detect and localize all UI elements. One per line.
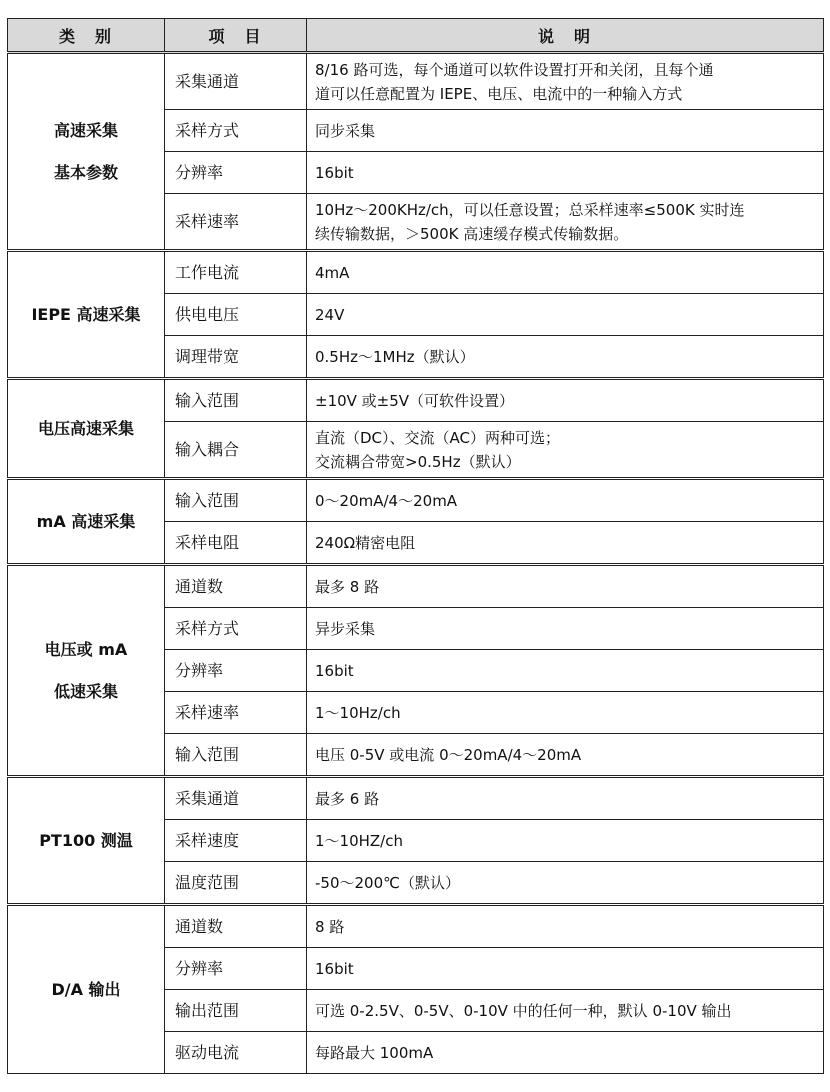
category-cell — [8, 479, 165, 565]
item-cell: 采样方式 — [165, 110, 307, 152]
item-cell: 分辨率 — [165, 650, 307, 692]
category-cell — [8, 905, 165, 1074]
table-row — [8, 905, 824, 948]
desc-cell — [307, 422, 824, 479]
category-cell — [8, 565, 165, 777]
spec-page — [7, 18, 823, 1092]
desc-line: 每路最大 100mA — [315, 1043, 434, 1062]
item-cell: 采样速率 — [165, 692, 307, 734]
desc-line: 1～10HZ/ch — [315, 831, 403, 850]
desc-line: 直流（DC）、交流（AC）两种可选； — [315, 428, 560, 447]
desc-cell — [307, 734, 824, 777]
desc-cell — [307, 251, 824, 294]
desc-line: 0.5Hz～1MHz（默认） — [315, 347, 475, 366]
desc-cell — [307, 1032, 824, 1074]
item-cell: 分辨率 — [165, 152, 307, 194]
category-cell — [8, 251, 165, 379]
item-cell: 调理带宽 — [165, 336, 307, 379]
desc-cell — [307, 565, 824, 608]
desc-line: 240Ω精密电阻 — [315, 533, 416, 552]
desc-line: 16bit — [315, 661, 354, 680]
table-row — [8, 479, 824, 522]
desc-line: 最多 8 路 — [315, 577, 380, 596]
item-cell: 工作电流 — [165, 251, 307, 294]
item-cell: 采样电阻 — [165, 522, 307, 565]
desc-line: ±10V 或±5V（可软件设置） — [315, 391, 515, 410]
desc-line: 10Hz～200KHz/ch，可以任意设置；总采样速率≤500K 实时连 — [315, 200, 745, 219]
category-label: IEPE 高速采集 — [31, 304, 141, 324]
desc-cell — [307, 379, 824, 422]
table-row — [8, 251, 824, 294]
desc-line: 道可以任意配置为 IEPE、电压、电流中的一种输入方式 — [315, 84, 683, 103]
category-label: 电压高速采集 — [37, 418, 134, 438]
desc-cell — [307, 777, 824, 820]
header-item: 项 目 — [165, 19, 307, 53]
table-row — [8, 565, 824, 608]
table-header-row — [8, 19, 824, 53]
header-desc: 说 明 — [307, 19, 824, 53]
item-cell: 采集通道 — [165, 53, 307, 110]
table-row — [8, 379, 824, 422]
spec-table — [7, 18, 824, 1074]
item-cell: 输入范围 — [165, 734, 307, 777]
category-label: D/A 输出 — [51, 979, 121, 999]
table-row — [8, 777, 824, 820]
desc-cell — [307, 194, 824, 251]
desc-line: 8 路 — [315, 917, 345, 936]
desc-line: 8/16 路可选，每个通道可以软件设置打开和关闭，且每个通 — [315, 60, 714, 79]
desc-line: 可选 0-2.5V、0-5V、0-10V 中的任何一种，默认 0-10V 输出 — [315, 1001, 732, 1020]
desc-line: 16bit — [315, 959, 354, 978]
item-cell: 采集通道 — [165, 777, 307, 820]
item-cell: 输入范围 — [165, 479, 307, 522]
item-cell: 温度范围 — [165, 862, 307, 905]
table-row — [8, 53, 824, 110]
desc-cell — [307, 152, 824, 194]
desc-line: -50～200℃（默认） — [315, 873, 460, 892]
category-label: mA 高速采集 — [36, 511, 136, 531]
desc-line: 续传输数据，＞500K 高速缓存模式传输数据。 — [315, 224, 629, 243]
desc-line: 4mA — [315, 263, 350, 282]
item-cell: 输入范围 — [165, 379, 307, 422]
desc-line: 16bit — [315, 163, 354, 182]
desc-line: 异步采集 — [315, 619, 376, 638]
desc-line: 24V — [315, 305, 345, 324]
item-cell: 输入耦合 — [165, 422, 307, 479]
item-cell: 输出范围 — [165, 990, 307, 1032]
category-label: PT100 测温 — [39, 830, 133, 850]
item-cell: 通道数 — [165, 905, 307, 948]
category-label: 低速采集 — [53, 681, 118, 701]
desc-cell — [307, 110, 824, 152]
spec-body — [8, 53, 824, 1074]
desc-line: 同步采集 — [315, 121, 376, 140]
header-category: 类 别 — [8, 19, 165, 53]
item-cell: 采样速度 — [165, 820, 307, 862]
desc-cell — [307, 820, 824, 862]
item-cell: 通道数 — [165, 565, 307, 608]
category-label: 高速采集 — [53, 120, 118, 140]
desc-line: 1～10Hz/ch — [315, 703, 401, 722]
desc-cell — [307, 294, 824, 336]
desc-cell — [307, 692, 824, 734]
desc-cell — [307, 905, 824, 948]
desc-cell — [307, 336, 824, 379]
desc-cell — [307, 948, 824, 990]
category-label: 基本参数 — [53, 162, 118, 182]
desc-line: 最多 6 路 — [315, 789, 380, 808]
item-cell: 分辨率 — [165, 948, 307, 990]
category-cell — [8, 379, 165, 479]
desc-cell — [307, 862, 824, 905]
desc-cell — [307, 479, 824, 522]
desc-cell — [307, 522, 824, 565]
category-cell — [8, 777, 165, 905]
item-cell: 供电电压 — [165, 294, 307, 336]
category-label: 电压或 mA — [44, 639, 128, 659]
desc-line: 交流耦合带宽>0.5Hz（默认） — [315, 452, 521, 471]
item-cell: 采样方式 — [165, 608, 307, 650]
desc-cell — [307, 990, 824, 1032]
category-cell — [8, 53, 165, 251]
item-cell: 采样速率 — [165, 194, 307, 251]
desc-cell — [307, 650, 824, 692]
item-cell: 驱动电流 — [165, 1032, 307, 1074]
desc-line: 0～20mA/4～20mA — [315, 491, 458, 510]
desc-cell — [307, 53, 824, 110]
desc-line: 电压 0-5V 或电流 0～20mA/4～20mA — [315, 745, 582, 764]
desc-cell — [307, 608, 824, 650]
